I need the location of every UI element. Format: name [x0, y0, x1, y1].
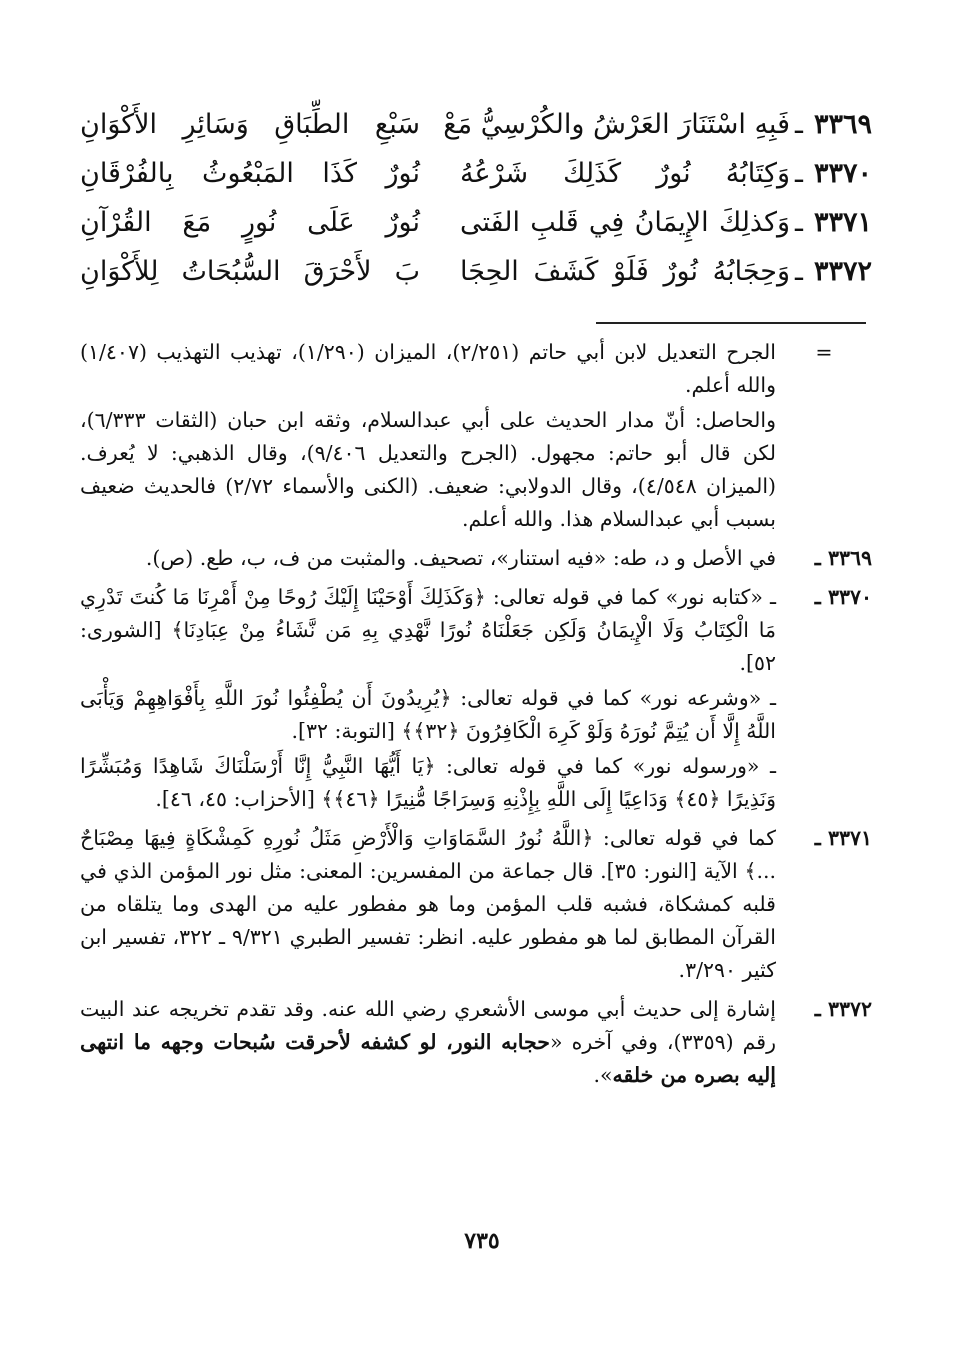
verse-3372: ٣٣٧٢ ـ وَحِجَابُهُ نُورٌ فَلَوْ كَشَفَ الحِجَا بَ لأَحْرَقَ السُّبُحَاتُ لِلأَكْوَانِ	[80, 247, 872, 296]
footnote-paragraph: الجرح التعديل لابن أبي حاتم (٢/٢٥١)، الميزان (١/٢٩٠)، تهذيب التهذيب (١/٤٠٧) والله أعلم.	[80, 340, 776, 397]
footnote-number: ٣٣٧٢ ـ	[814, 997, 872, 1021]
footnote-continuation	[80, 336, 872, 538]
verse-number: ٣٣٧٠	[813, 158, 872, 189]
hadith-quote: حجابه النور، لو كشفه لأحرقت سُبحات وجهه ما انتهى إليه بصره من خلقه	[80, 1030, 776, 1087]
verse-second-hemistich: سَبْعِ الطِّبَاقِ وَسَائِرِ الأَكْوَانِ	[80, 109, 420, 140]
footnote-paragraph: ـ «وشرعه نور» كما في قوله تعالى: ﴿يُرِيدُونَ أَن يُطْفِئُوا نُورَ اللَّهِ بِأَفْوَاهِهِمْ وَيَأْبَى اللَّهُ إِلَّا أَن يُتِمَّ نُورَهُ وَلَوْ كَرِهَ الْكَافِرُونَ ﴿٣٢﴾﴾ [التوبة: ٣٢].	[80, 686, 776, 743]
verse-number: ٣٣٧١	[813, 207, 872, 238]
verse-3371: ٣٣٧١ ـ وَكذلِكَ الإِيمَانُ فِي قَلبِ الفَتى نُورٌ عَلَى نُورٍ مَعَ القُرْآنِ	[80, 198, 872, 247]
verse-number: ٣٣٧٢	[813, 256, 872, 287]
verse-number: ٣٣٦٩	[813, 109, 872, 140]
verse-first-hemistich: وَكذلِكَ الإِيمَانُ فِي قَلبِ الفَتى	[460, 207, 790, 238]
footnote-text-end: ».	[593, 1063, 613, 1087]
footnote-number: ٣٣٧٠ ـ	[814, 585, 872, 609]
footnote-3370	[80, 581, 872, 818]
footnote-3371	[80, 822, 872, 989]
footnote-3369	[80, 542, 872, 577]
footnote-number: ٣٣٦٩ ـ	[814, 546, 872, 570]
footnote-paragraph: ـ «ورسوله نور» كما في قوله تعالى: ﴿يَا أَيُّهَا النَّبِيُّ إِنَّا أَرْسَلْنَاكَ شَاهِدًا وَمُبَشِّرًا وَنَذِيرًا ﴿٤٥﴾ وَدَاعِيًا إِلَى اللَّهِ بِإِذْنِهِ وَسِرَاجًا مُّنِيرًا ﴿٤٦﴾﴾ [الأحزاب: ٤٥، ٤٦].	[80, 754, 776, 811]
verse-first-hemistich: فَبِهِ اسْتَنَارَ العَرْشُ والكُرْسِيُّ مَعْ	[443, 109, 790, 140]
page-number: ٧٣٥	[464, 1228, 500, 1254]
footnote-separator	[596, 322, 866, 324]
footnote-text: إشارة إلى حديث أبي موسى الأشعري رضي الله عنه. وقد تقدم تخريجه عند البيت رقم (٣٣٥٩)، وفي آخره «	[80, 997, 777, 1054]
verse-first-hemistich: وَكِتَابُهُ نُورٌ كَذَلِكَ شَرْعُهُ	[460, 158, 790, 189]
footnote-paragraph: والحاصل: أنّ مدار الحديث على أبي عبدالسلام، وثقه ابن حبان (الثقات ٦/٣٣٣)، لكن قال أبو حاتم: مجهول. (الجرح والتعديل ٩/٤٠٦)، وقال الذهبي: لا يُعرف. (الميزان ٤/٥٤٨)، وقال الدولابي: ضعيف. (الكنى والأسماء ٢/٧٢) فالحديث ضعيف بسبب أبي عبدالسلام هذا. والله أعلم.	[80, 408, 777, 531]
footnote-3372	[80, 993, 872, 1094]
verse-3370: ٣٣٧٠ ـ وَكِتَابُهُ نُورٌ كَذَلِكَ شَرْعُهُ نُورٌ كَذَا المَبْعُوثُ بِالفُرْقَانِ	[80, 149, 872, 198]
continuation-mark: =	[815, 340, 833, 364]
verse-first-hemistich: وَحِجَابُهُ نُورٌ فَلَوْ كَشَفَ الحِجَا	[460, 256, 790, 287]
verse-second-hemistich: نُورٌ كَذَا المَبْعُوثُ بِالفُرْقَانِ	[80, 158, 420, 189]
footnote-paragraph: في الأصل و د، طه: «فيه استنار»، تصحيف. والمثبت من ف، ب، طع. (ص).	[145, 546, 776, 570]
footnotes	[80, 336, 872, 1098]
footnote-paragraph: ـ «كتابه نور» كما في قوله تعالى: ﴿وَكَذَلِكَ أَوْحَيْنَا إِلَيْكَ رُوحًا مِنْ أَمْرِنَا مَا كُنتَ تَدْرِي مَا الْكِتَابُ وَلَا الْإِيمَانُ وَلَكِن جَعَلْنَاهُ نُورًا نَّهْدِي بِهِ مَن نَّشَاءُ مِنْ عِبَادِنَا﴾ [الشورى: ٥٢].	[80, 585, 776, 675]
footnote-paragraph	[80, 993, 776, 1092]
verse-second-hemistich: بَ لأَحْرَقَ السُّبُحَاتُ لِلأَكْوَانِ	[80, 256, 420, 287]
verse-3369: ٣٣٦٩ ـ فَبِهِ اسْتَنَارَ العَرْشُ والكُرْسِيُّ مَعْ سَبْعِ الطِّبَاقِ وَسَائِرِ الأَكْوَانِ	[80, 100, 872, 149]
footnote-number: ٣٣٧١ ـ	[814, 826, 872, 850]
footnote-paragraph: كما في قوله تعالى: ﴿اللَّهُ نُورُ السَّمَاوَاتِ وَالْأَرْضِ مَثَلُ نُورِهِ كَمِشْكَاةٍ فِيهَا مِصْبَاحٌ ...﴾ الآية [النور: ٣٥]. قال جماعة من المفسرين: المعنى: مثل نور المؤمن الذي في قلبه كمشكاة، فشبه قلب المؤمن وما هو مفطور عليه من الهدى وما يتلقاه من القرآن المطابق لما هو مفطور عليه. انظر: تفسير الطبري ٩/٣٢١ ـ ٣٢٢، تفسير ابن كثير ٣/٢٩٠.	[80, 826, 776, 982]
poem-verses	[80, 100, 872, 296]
verse-second-hemistich: نُورٌ عَلَى نُورٍ مَعَ القُرْآنِ	[80, 207, 420, 238]
